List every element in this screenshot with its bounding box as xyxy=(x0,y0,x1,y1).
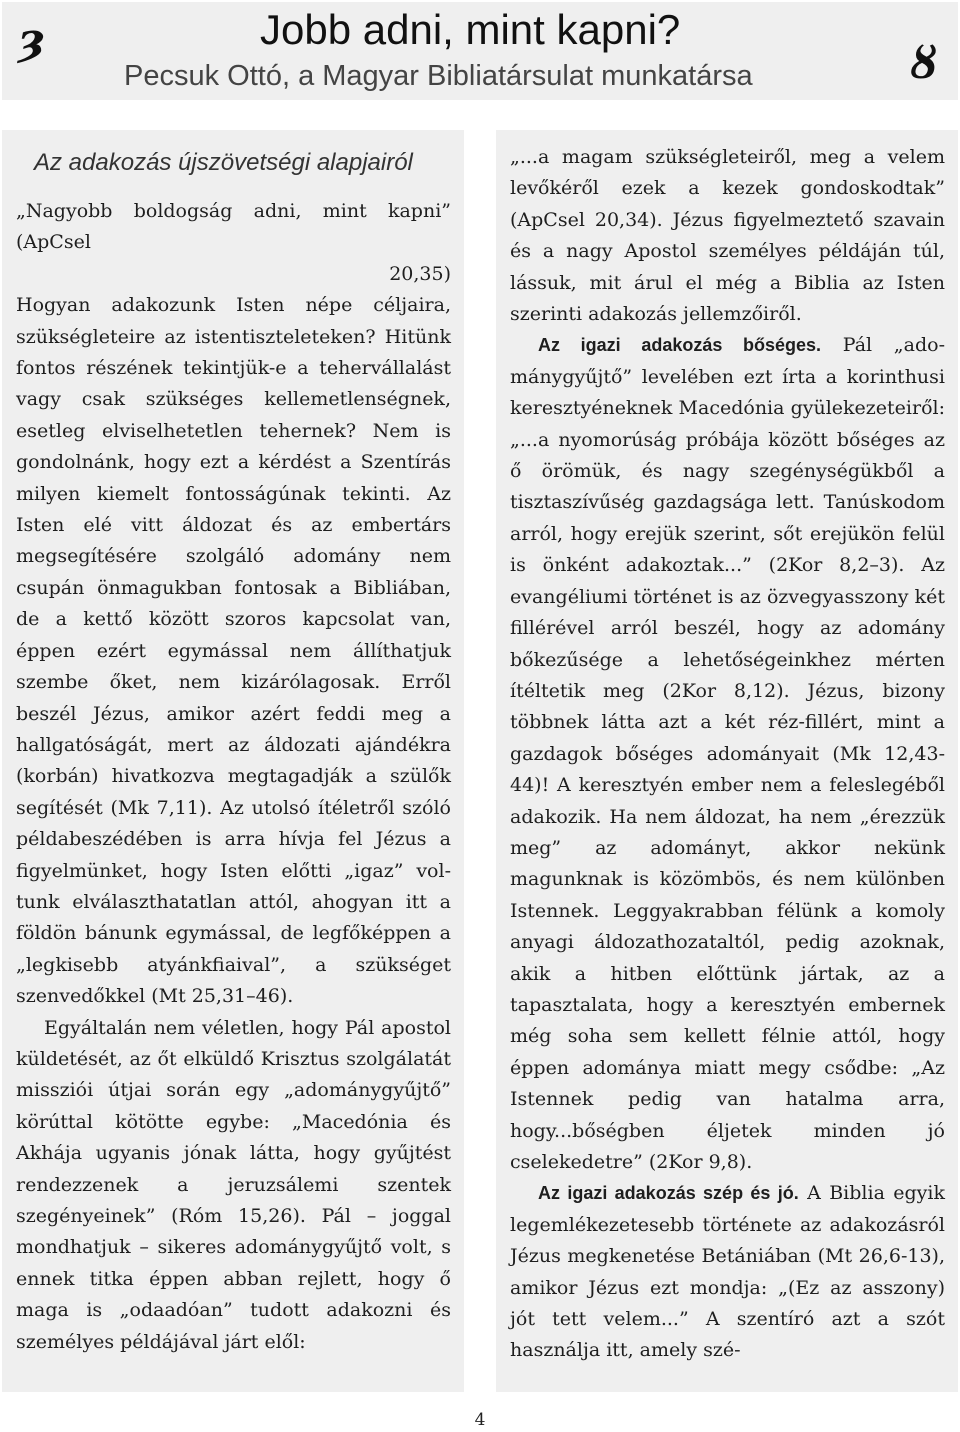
right-paragraph-3-text: A Biblia egyik legemlékezetesebb története az adakozásról Jézus megkenetése Betániában (Mt 26,6-13), amikor Jézus ezt mondja: „(Ez az asszony) jót tett velem...” A szentíró azt a szót használja itt, amely szé- xyxy=(510,1182,945,1362)
right-paragraph-1: „...a magam szükségleteiről, meg a velem levőkéről ezek a kezek gondoskodtak” (ApCsel 20,34). Jézus figyelmeztető szavain és a nagy Apostol személyes példáján túl, lássuk, mit árul el még a Biblia az Isten szerinti adakozás jellemzőiről. xyxy=(510,146,945,326)
epigraph-quote xyxy=(16,196,451,290)
left-column xyxy=(2,130,464,1392)
article-header xyxy=(2,2,958,100)
subheading-beautiful: Az igazi adakozás szép és jó. xyxy=(538,1183,799,1204)
section-title: Az adakozás újszövetségi alapjairól xyxy=(34,149,413,176)
article-title: Jobb adni, mint kapni? xyxy=(260,6,681,53)
right-paragraph-2 xyxy=(510,330,945,1178)
epigraph-line-1: „Nagyobb boldogság adni, mint kapni” (ApCsel xyxy=(16,200,451,254)
epigraph-line-2: 20,35) xyxy=(389,262,451,285)
right-paragraph-3 xyxy=(510,1178,945,1366)
right-ornament-icon: ȣ xyxy=(910,38,938,89)
left-paragraph-2: Egyáltalán nem véletlen, hogy Pál apostol küldetését, az őt elküldő Krisztus szolgálatát missziói útjai során egy „adománygyűjtő” körúttal kötötte egybe: „Macedónia és Akhája ugyanis jónak látta, hogy gyűjtést rendezzenek a jeruzsálemi szentek szegényeinek” (Róm 15,26). Pál – joggal mondhatjuk – sikeres adománygyűjtő volt, s ennek titka éppen abban rejlett, hogy ő maga is „odaadóan” tudott adakozni és személyes példájával járt elől: xyxy=(16,1016,451,1353)
left-paragraph-1: Hogyan adakozunk Isten népe céljaira, szükségleteire az istentiszteleteken? Hitünk fontos részének tekintjük-e a tehervállalást vagy csak szükséges kellemetlenségnek, esetleg elviselhetetlen tehernek? Nem is gondolnánk, hogy ezt a kérdést a Szentírás milyen kiemelt fontosságúnak tekinti. Az Isten elé vitt áldozat és az embertárs megsegítésére szolgáló adomány nem csupán önmagukban fontosak a Bibliában, de a kettő között szoros kapcsolat van, éppen ezért egymással nem állíthatjuk szembe őket, nem kizárólagosak. Erről beszél Jézus, amikor azért feddi meg a hallgatóságát, mert az áldozati ajándékra (korbán) hivatkozva megtagadják a szülők segítését (Mk 7,11). Az utolsó ítéletről szóló példabeszédében is arra hívja fel Jézus a figyelmünket, hogy Isten előtti „igaz” voltunk elválaszthatatlan attól, ahogyan itt a földön bánunk egymással, de legfőképpen a „legkisebb atyánkfiaival”, a szükséget szenvedőkkel (Mt 25,31–46). xyxy=(16,294,451,1008)
left-ornament-icon: ȝ xyxy=(18,14,45,65)
page-number: 4 xyxy=(474,1410,486,1430)
article-author: Pecsuk Ottó, a Magyar Bibliatársulat munkatársa xyxy=(124,60,753,92)
subheading-abundant: Az igazi adakozás bőséges. xyxy=(538,335,822,356)
right-paragraph-2-text: Pál „adománygyűjtő” levelében ezt írta a korinthusi keresztyéneknek Macedónia gyülekezeteiről: „...a nyomorúság próbája között bőséges az ő örömük, és nagy szegénységükből a tisztaszívűség gazdagsága lett. Tanúskodom arról, hogy erejük szerint, sőt erejükön felül is önként adakoztak...” (2Kor 8,2–3). Az evangéliumi történet is az özvegyasszony két fillérével arról beszél, hogy az adomány bőkezűsége a lehetőségeinkhez mérten ítéltetik meg (2Kor 8,12). Jézus, bizony többnek látta azt a két réz-fillért, mint a gazdagok bőséges adományait (Mk 12,43-44)! A keresztyén ember nem a feleslegéből adakozik. Ha nem áldozat, ha nem „érezzük meg” az adományt, akkor nekünk magunknak is közömbös, és nem különben Istennek. Leggyakrabban félünk a komoly anyagi áldozathozataltól, pedig azoknak, akik a hitben előttünk jártak, az a tapasztalata, hogy a keresztyén embernek még soha sem kellett félnie attól, hogy éppen adománya miatt megy csődbe: „Az Istennek pedig van hatalma arra, hogy...bőségben éljetek minden jó cselekedetre” (2Kor 9,8). xyxy=(510,334,945,1173)
right-column xyxy=(496,130,958,1392)
